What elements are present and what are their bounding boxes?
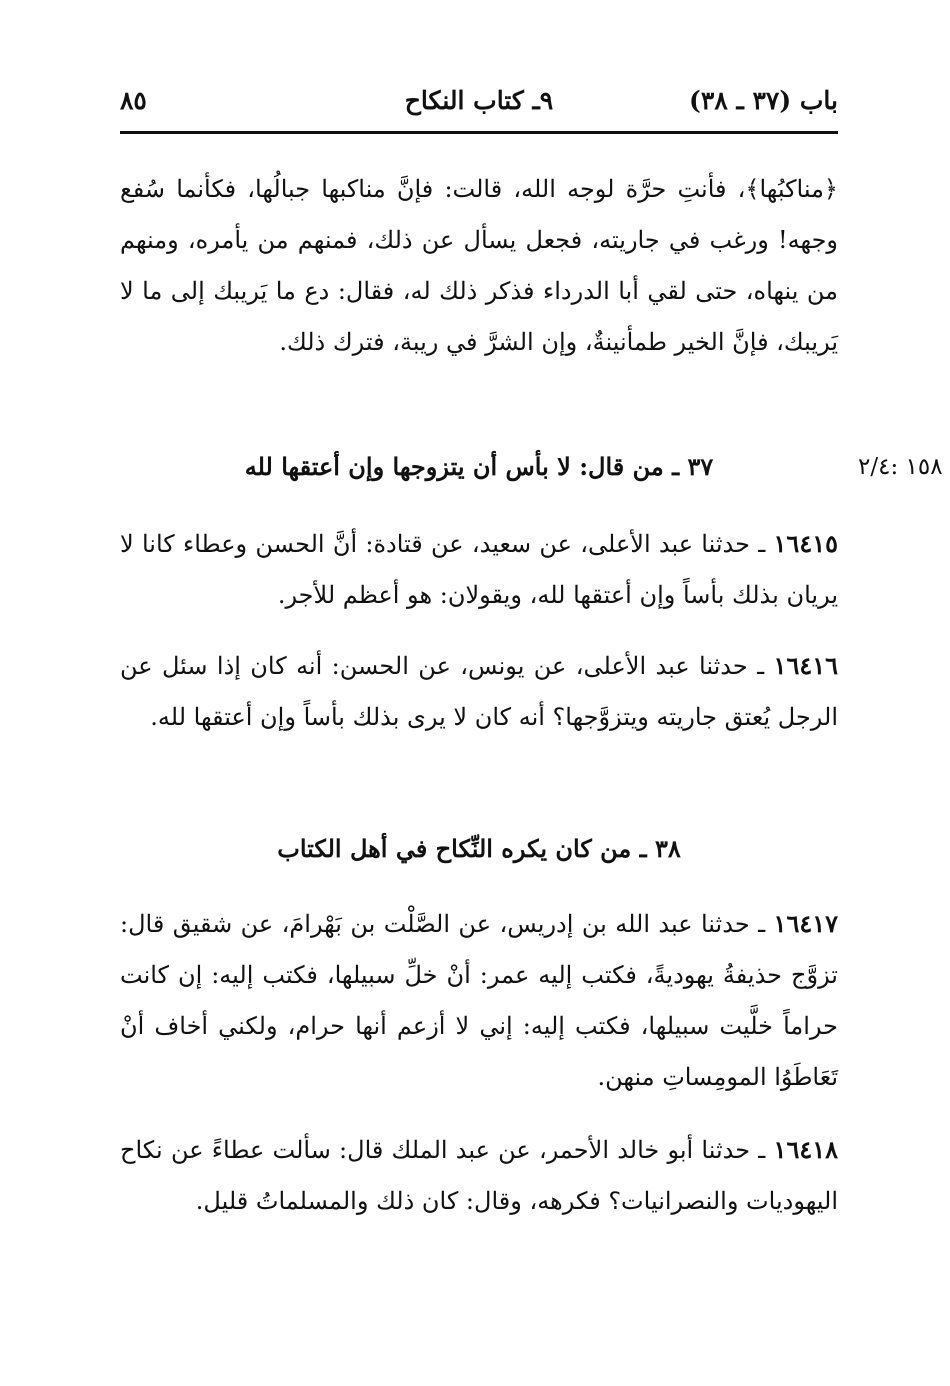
hadith-number: ١٦٤١٧ bbox=[773, 909, 838, 938]
hadith-number: ١٦٤١٥ bbox=[773, 529, 838, 558]
page-header bbox=[120, 82, 838, 128]
hadith-16416 bbox=[120, 640, 838, 743]
hadith-number: ١٦٤١٨ bbox=[773, 1135, 838, 1164]
hadith-text: ـ حدثنا أبو خالد الأحمر، عن عبد الملك قال: سألت عطاءً عن نكاح اليهوديات والنصرانيات؟ فكرهه، وقال: كان ذلك والمسلماتُ قليل. bbox=[120, 1136, 838, 1215]
hadith-16417 bbox=[120, 898, 838, 1103]
section-38-heading: ٣٨ ـ من كان يكره النِّكاح في أهل الكتاب bbox=[277, 834, 681, 863]
book-title: ٩ـ كتاب النكاح bbox=[404, 86, 554, 115]
margin-reference: ١٥٨ :٢/٤ bbox=[858, 454, 943, 480]
intro-paragraph bbox=[120, 164, 838, 368]
hadith-16418 bbox=[120, 1124, 838, 1227]
hadith-text: ـ حدثنا عبد الأعلى، عن سعيد، عن قتادة: أنَّ الحسن وعطاء كانا لا يريان بذلك بأساً وإن أعتقها لله، ويقولان: هو أعظم للأجر. bbox=[120, 530, 838, 609]
section-37-heading: ٣٧ ـ من قال: لا بأس أن يتزوجها وإن أعتقها لله bbox=[244, 452, 714, 481]
header-rule bbox=[120, 131, 838, 134]
page-number: ٨٥ bbox=[120, 86, 147, 115]
hadith-text: ـ حدثنا عبد الأعلى، عن يونس، عن الحسن: أنه كان إذا سئل عن الرجل يُعتق جاريته ويتزوَّجها؟ أنه كان لا يرى بذلك بأساً وإن أعتقها لله. bbox=[120, 652, 838, 731]
intro-text: ﴿مناكبُها﴾، فأنتِ حرَّة لوجه الله، قالت: فإنَّ مناكبها جبالُها، فكأنما سُفع وجهه! ورغب في جاريته، فجعل يسأل عن ذلك، فمنهم من يأمره، ومنهم من ينهاه، حتى لقي أبا الدرداء فذكر ذلك له، فقال: دع ما يَريبك إلى ما لا يَريبك، فإنَّ الخير طمأنينةٌ، وإن الشرَّ في ريبة، فترك ذلك. bbox=[120, 175, 839, 356]
chapter-reference: باب (٣٧ ـ ٣٨) bbox=[689, 86, 838, 115]
hadith-text: ـ حدثنا عبد الله بن إدريس، عن الصَّلْت بن بَهْرامَ، عن شقيق قال: تزوَّج حذيفةُ يهوديةً، فكتب إليه عمر: أنْ خلِّ سبيلها، فكتب إليه: إن كانت حراماً خلَّيت سبيلها، فكتب إليه: إني لا أزعم أنها حرام، ولكني أخاف أنْ تَعَاطَوُا المومِساتِ منهن. bbox=[120, 910, 838, 1091]
hadith-number: ١٦٤١٦ bbox=[773, 651, 838, 680]
hadith-16415 bbox=[120, 518, 838, 621]
